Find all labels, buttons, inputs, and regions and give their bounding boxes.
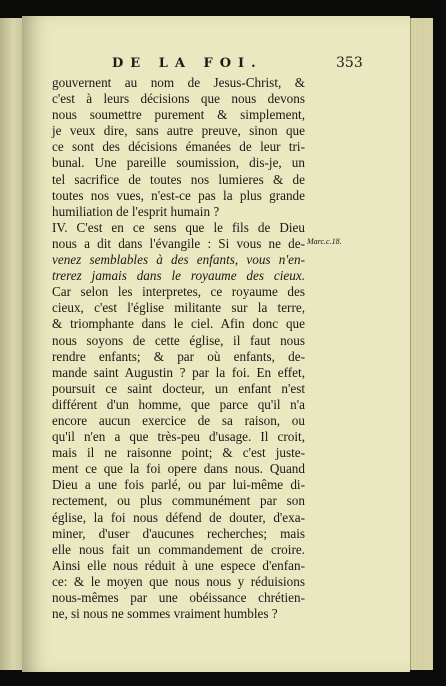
text-line: nous soyons de cette église, il faut nous <box>52 332 305 348</box>
body-text <box>52 75 305 622</box>
text-line: venez semblables à des enfants, vous n'en- <box>52 252 305 268</box>
text-line: nous soumettre purement & simplement, <box>52 107 305 123</box>
text-line: je veux dire, sans autre preuve, sinon que <box>52 123 305 139</box>
text-line: différent d'un homme, que parce qu'il n'a <box>52 396 305 412</box>
text-line: ce: & le moyen que nous nous y réduisions <box>52 573 305 589</box>
text-line: humiliation de l'esprit humain ? <box>52 203 220 219</box>
running-head: DE LA FOI. <box>112 56 263 71</box>
text-line: IV. C'est en ce sens que le fils de Dieu <box>52 219 305 235</box>
text-line: elle nous fait un commandement de croire. <box>52 541 305 557</box>
page-stack-edge <box>410 18 433 670</box>
text-line: ment ce que la foi opere dans nous. Quand <box>52 461 305 477</box>
text-line: c'est à leurs décisions que nous devons <box>52 91 305 107</box>
text-line: ne, si nous ne sommes vraiment humbles ? <box>52 606 278 622</box>
text-line: Dieu a une fois parlé, ou par lui-même di- <box>52 477 305 493</box>
text-line: trerez jamais dans le royaume des cieux. <box>52 268 305 284</box>
text-line: miner, d'user d'aucunes recherches; mais <box>52 525 305 541</box>
text-line: ce sont des décisions émanées de leur tri- <box>52 139 305 155</box>
text-line: rendre enfants; & par où enfants, de- <box>52 348 305 364</box>
text-line: Car selon les interpretes, ce royaume des <box>52 284 305 300</box>
text-line: qu'il n'en a que très-peu d'usage. Il croit, <box>52 429 305 445</box>
text-line: & triomphante dans le ciel. Afin donc que <box>52 316 305 332</box>
text-line: tel sacrifice de toutes nos lumieres & de <box>52 171 305 187</box>
text-line: église, la foi nous défend de douter, d'exa- <box>52 509 305 525</box>
text-line: nous a dit dans l'évangile : Si vous ne de- <box>52 235 305 251</box>
text-line: cieux, c'est l'église militante sur la terre, <box>52 300 305 316</box>
text-line: encore aucun exercice de sa raison, ou <box>52 412 305 428</box>
text-line: rectement, ou plus communément par son <box>52 493 305 509</box>
text-line: mande saint Augustin ? par la foi. En effet, <box>52 364 305 380</box>
text-line: Ainsi elle nous réduit à une espece d'enfan- <box>52 557 305 573</box>
page-number: 353 <box>336 55 363 71</box>
text-line: gouvernent au nom de Jesus-Christ, & <box>52 75 305 90</box>
page-header <box>0 56 446 76</box>
text-line: bunal. Une pareille soumission, dis-je, un <box>52 155 305 171</box>
margin-note: Marc.c.18. <box>307 237 342 246</box>
text-line: nous-mêmes par une obéissance chrétien- <box>52 590 305 605</box>
text-line: toutes nos vues, n'est-ce pas la plus grande <box>52 187 305 203</box>
text-line: mais il ne raisonne point; & c'est juste- <box>52 445 305 461</box>
left-page-edge <box>0 18 23 670</box>
text-line: poursuit ce saint docteur, un enfant n'est <box>52 380 305 396</box>
